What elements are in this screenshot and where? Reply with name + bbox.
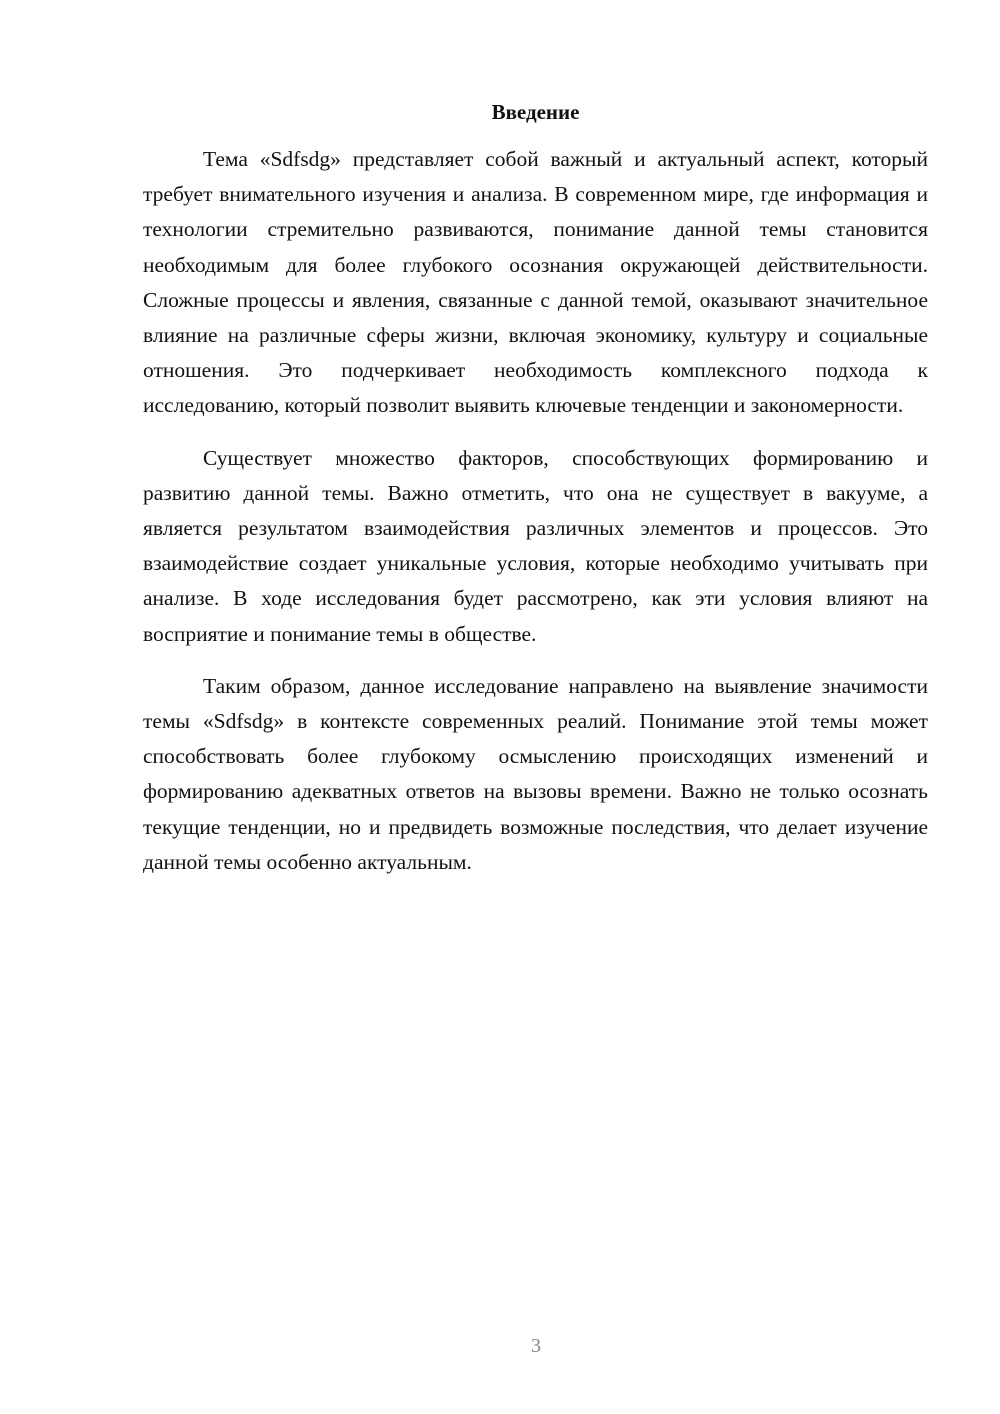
section-title: Введение [491,100,580,124]
section-body [143,142,928,880]
paragraph-1: Тема «Sdfsdg» представляет собой важный и актуальный аспект, который требует внимательного изучения и анализа. В современном мире, где информация и технологии стремительно развиваются, понимание данной темы становится необходимым для более глубокого осознания окружающей действительности. Сложные процессы и явления, связанные с данной темой, оказывают значительное влияние на различные сферы жизни, включая экономику, культуру и социальные отношения. Это подчеркивает необходимость комплексного подхода к исследованию, который позволит выявить ключевые тенденции и закономерности. [143,147,928,418]
paragraph-3: Таким образом, данное исследование направлено на выявление значимости темы «Sdfsdg» в контексте современных реалий. Понимание этой темы может способствовать более глубокому осмыслению происходящих изменений и формированию адекватных ответов на вызовы времени. Важно не только осознать текущие тенденции, но и предвидеть возможные последствия, что делает изучение данной темы особенно актуальным. [143,673,928,874]
paragraph-2: Существует множество факторов, способствующих формированию и развитию данной темы. Важно отметить, что она не существует в вакууме, а является результатом взаимодействия различных элементов и процессов. Это взаимодействие создает уникальные условия, которые необходимо учитывать при анализе. В ходе исследования будет рассмотрено, как эти условия влияют на восприятие и понимание темы в обществе. [143,445,928,646]
page-number: 3 [531,1335,541,1357]
